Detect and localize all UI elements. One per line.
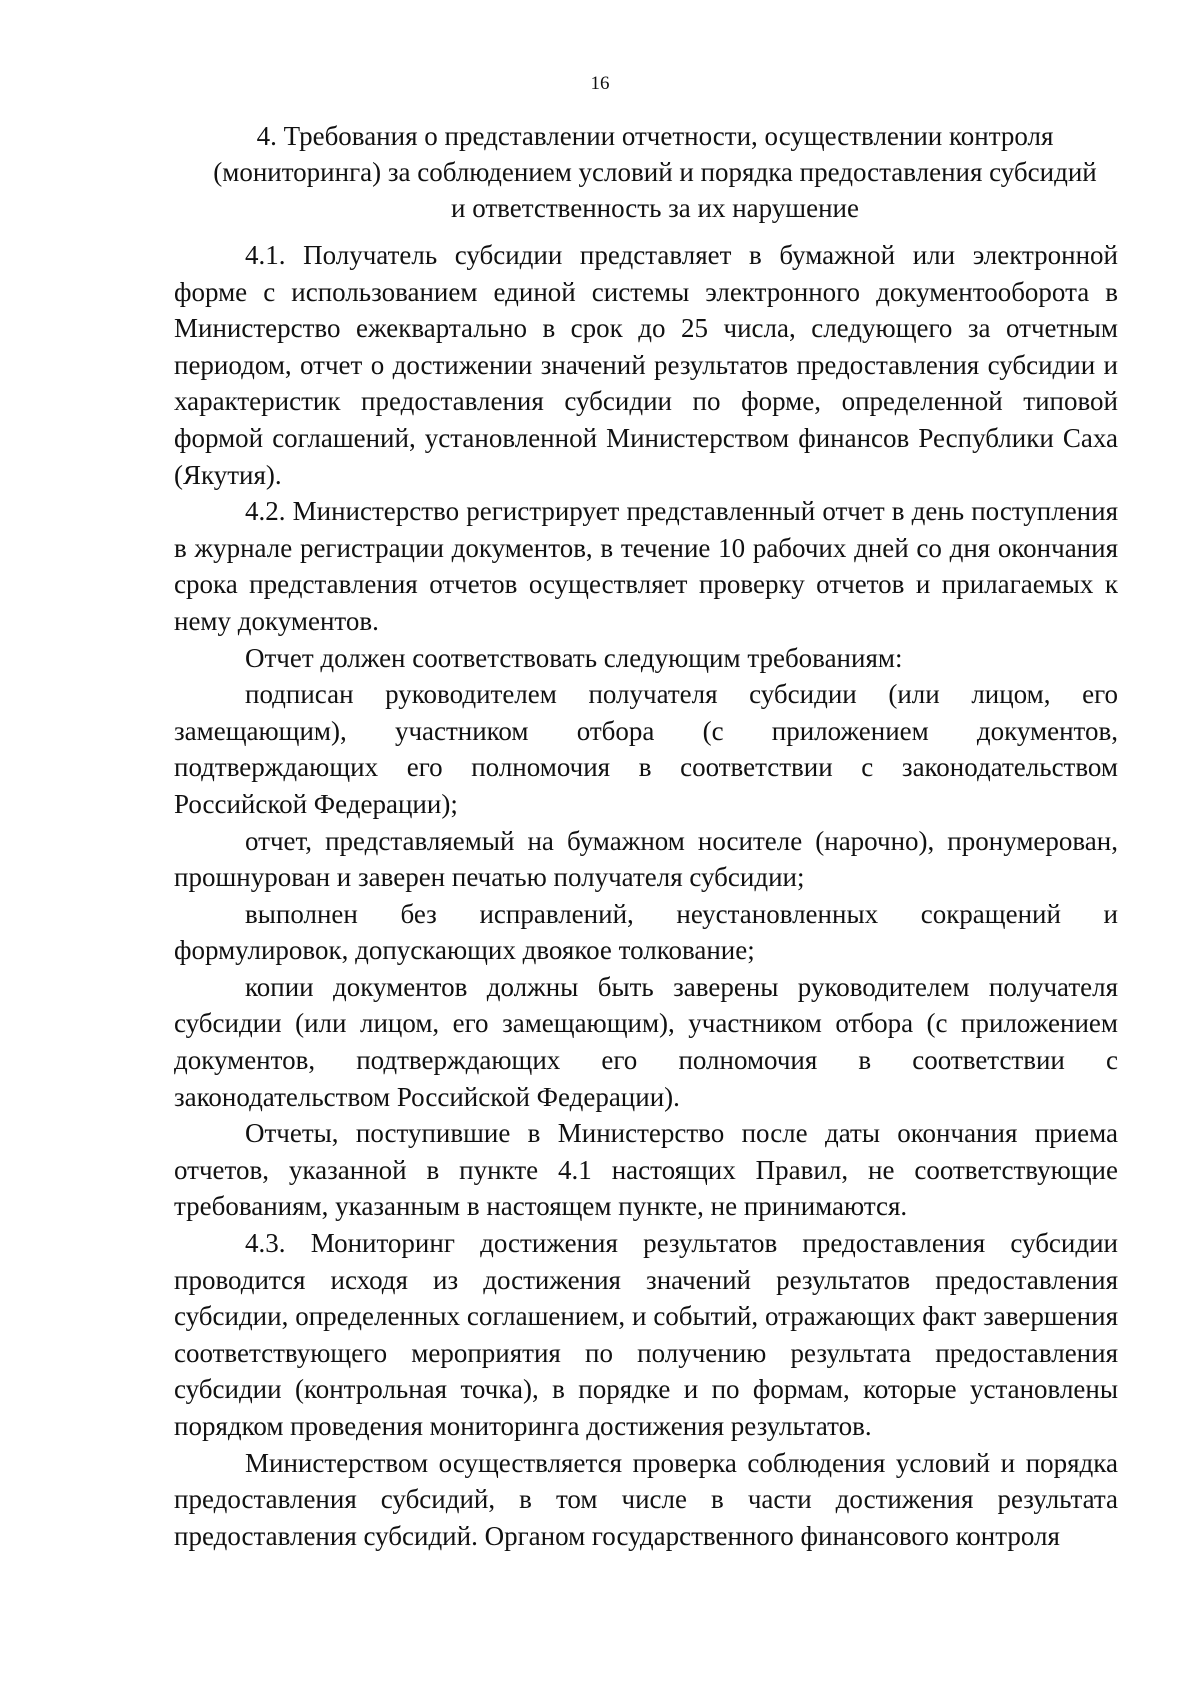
paragraph-4-2: 4.2. Министерство регистрирует представленный отчет в день поступления в журнале регистрации документов, в течение 10 рабочих дней со дня окончания срока представления отчетов осуществляет проверку отчетов и прилагаемых к нему документов. bbox=[174, 496, 1118, 636]
paragraph-signed-requirement: подписан руководителем получателя субсидии (или лицом, его замещающим), участником отбора (с приложением документов, подтверждающих его полномочия в соответствии с законодательством Российской Федерации); bbox=[174, 679, 1118, 819]
section-heading bbox=[175, 118, 1135, 226]
paragraph-copies-requirement: копии документов должны быть заверены руководителем получателя субсидии (или лицом, его замещающим), участником отбора (с приложением документов, подтверждающих его полномочия в соответствии с законодательством Российской Федерации). bbox=[174, 971, 1118, 1112]
paragraph-4-1: 4.1. Получатель субсидии представляет в бумажной или электронной форме с использованием единой системы электронного документооборота в Министерство ежеквартально в срок до 25 числа, следующего за отчетным периодом, отчет о достижении значений результатов предоставления субсидии и характеристик предоставления субсидии по форме, определенной типовой формой соглашений, установленной Министерством финансов Республики Саха (Якутия). bbox=[174, 240, 1118, 490]
paragraph-ministry-check: Министерством осуществляется проверка соблюдения условий и порядка предоставления субсидий, в том числе в части достижения результата предоставления субсидий. Органом государственного финансового контроля bbox=[174, 1447, 1118, 1551]
section-heading-line-3: и ответственность за их нарушение bbox=[451, 193, 859, 223]
page-number: 16 bbox=[590, 73, 610, 94]
paragraph-report-requirements: Отчет должен соответствовать следующим требованиям: bbox=[245, 642, 903, 673]
document-body bbox=[174, 237, 1118, 1554]
paragraph-4-3: 4.3. Мониторинг достижения результатов предоставления субсидии проводится исходя из достижения значений результатов предоставления субсидии, определенных соглашением, и событий, отражающих факт завершения соответствующего мероприятия по получению результата предоставления субсидии (контрольная точка), в порядке и по формам, которые установлены порядком проведения мониторинга достижения результатов. bbox=[174, 1228, 1118, 1441]
paragraph-paper-report-requirement: отчет, представляемый на бумажном носителе (нарочно), пронумерован, прошнурован и заверен печатью получателя субсидии; bbox=[174, 825, 1118, 893]
paragraph-no-corrections-requirement: выполнен без исправлений, неустановленных сокращений и формулировок, допускающих двоякое толкование; bbox=[174, 898, 1118, 966]
section-heading-line-2: (мониторинга) за соблюдением условий и порядка предоставления субсидий bbox=[213, 157, 1097, 187]
section-heading-line-1: 4. Требования о представлении отчетности, осуществлении контроля bbox=[256, 121, 1054, 151]
paragraph-late-reports: Отчеты, поступившие в Министерство после даты окончания приема отчетов, указанной в пункте 4.1 настоящих Правил, не соответствующие требованиям, указанным в настоящем пункте, не принимаются. bbox=[174, 1118, 1118, 1222]
